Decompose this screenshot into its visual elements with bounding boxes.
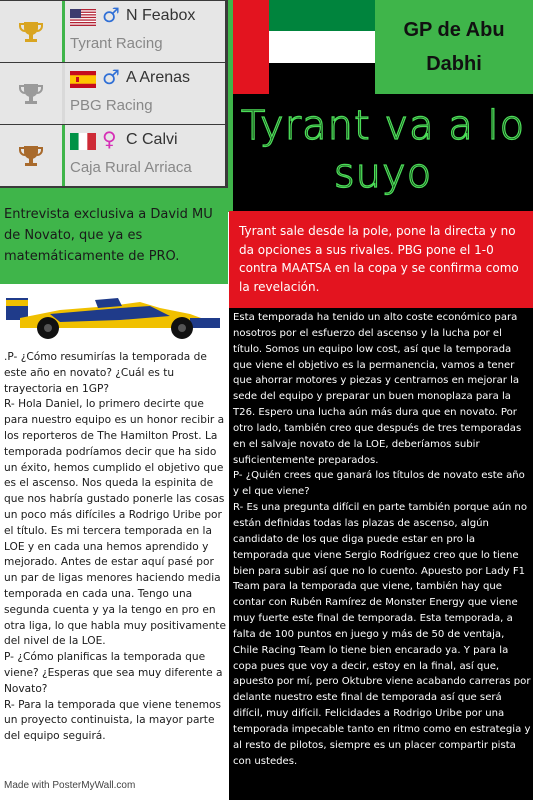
row-accent: [62, 1, 65, 62]
spain-flag-icon: [70, 71, 96, 88]
interview-intro-box: [0, 188, 228, 284]
headline-box: [233, 94, 533, 212]
male-icon: ♂: [102, 3, 120, 27]
watermark: Made with PosterMyWall.com: [4, 780, 136, 791]
lead-box: [229, 211, 533, 309]
usa-flag-icon: [70, 9, 96, 26]
interview-question: P- ¿Quién crees que ganará los títulos de novato este año y el que viene?: [233, 470, 525, 498]
interview-question: .P- ¿Cómo resumirías la temporada de este año en novato? ¿Cuál es tu trayectoria en 1GP?: [4, 351, 207, 395]
row-accent: [62, 63, 65, 124]
interview-answer: R- Hola Daniel, lo primero decirte que para nuestro equipo es un honor recibir a los reporteros de The Hamilton Prost. La temporada podríamos decir que ha sido un éxito, hemos cumplido el objetivo que es el ascenso. Nos queda la espinita de que nos habría gustado ponerle las cosas un poco más difíciles a Rodrigo Uribe por el título. Es mi tercera temporada en la LOE y en cada una hemos aprendido y mejorado. Antes de estar aquí pasé por un par de ligas menores haciendo media temporada en cada una. Tengo una segunda cuenta y ya la tengo en pro en otra liga, lo que habla muy positivamente del nivel de la LOE.: [4, 398, 226, 648]
interview-intro: Entrevista exclusiva a David MU de Novato, que ya es matemáticamente de PRO.: [4, 207, 213, 264]
podium-row-2: [0, 63, 225, 124]
row-accent: [62, 125, 65, 186]
silver-trophy-icon: [0, 63, 63, 124]
grand-prix-box: [375, 0, 533, 94]
podium-row-3: [0, 125, 225, 186]
interview-answer: R- Para la temporada que viene tenemos un proyecto continuista, la mayor parte del equipo seguirá.: [4, 698, 222, 743]
team-name: Tyrant Racing: [70, 35, 163, 52]
interview-left-column: [4, 350, 228, 745]
team-name: PBG Racing: [70, 97, 153, 114]
driver-name: A Arenas: [126, 69, 191, 86]
interview-answer: Esta temporada ha tenido un alto coste económico para nosotros por el esfuerzo del ascenso y la lucha por el título. Somos un equipo low cost, así que la temporada que viene el objetivo es la permanencia, vamos a tener que ahorrar motores y piezas y centrarnos en mejorar la sede del equipo y preparar un buen monoplaza para la T26. Espero una lucha aún más dura que en novato. Por otro lado, también creo que después de tres temporadas en el salvaje novato de la LOE, deberíamos subir suficientemente preparados.: [233, 312, 522, 466]
female-icon: ♀: [102, 127, 117, 151]
uae-flag-icon: [233, 0, 375, 94]
podium-row-1: [0, 1, 225, 62]
grand-prix-title: GP de Abu Dabhi: [403, 19, 505, 75]
interview-question: P- ¿Cómo planificas la temporada que viene? ¿Esperas que sea muy diferente a Novato?: [4, 651, 223, 695]
podium-panel: [0, 0, 228, 188]
lead-paragraph: Tyrant sale desde la pole, pone la directa y no da opciones a sus rivales. PBG pone el 1-0 contra MAATSA en la copa y se confirma como la revelación.: [239, 224, 519, 294]
driver-name: N Feabox: [126, 7, 196, 24]
race-car-illustration: [0, 284, 228, 346]
italy-flag-icon: [70, 133, 96, 150]
bronze-trophy-icon: [0, 125, 63, 186]
gold-trophy-icon: [0, 1, 63, 62]
headline: Tyrant va a lo suyo: [240, 103, 526, 197]
team-name: Caja Rural Arriaca: [70, 159, 192, 176]
interview-answer: R- Es una pregunta difícil en parte también porque aún no están definidas todas las plazas de ascenso, algún candidato de los que diga puede estar en pro la temporada que viene Sergio Rodríguez creo que lo tiene bien para subir así que no lo cuento. Apuesto por Lady F1 Team para la temporada que viene, también hay que contar con Rubén Ramírez de Monster Energy que viene muy fuerte este final de temporada. Esta temporada, a falta de 100 puntos en juego y más de 50 de ventaja, Chile Racing Team lo tiene bien encarado ya. Y para la copa pues que voy a decir, estoy en la final, así que, apuesto por mí, pero Oktubre viene acabando carreras por delante nuestro este final de temporada así que será difícil, muy difícil. Felicidades a Rodrigo Uribe por una temporada impecable tanto en ritmo como en estrategia y al resto de pilotos, siempre es un placer compartir pista con ustedes.: [233, 502, 531, 767]
male-icon: ♂: [102, 65, 120, 89]
interview-right-column: [229, 308, 533, 800]
driver-name: C Calvi: [126, 131, 178, 148]
